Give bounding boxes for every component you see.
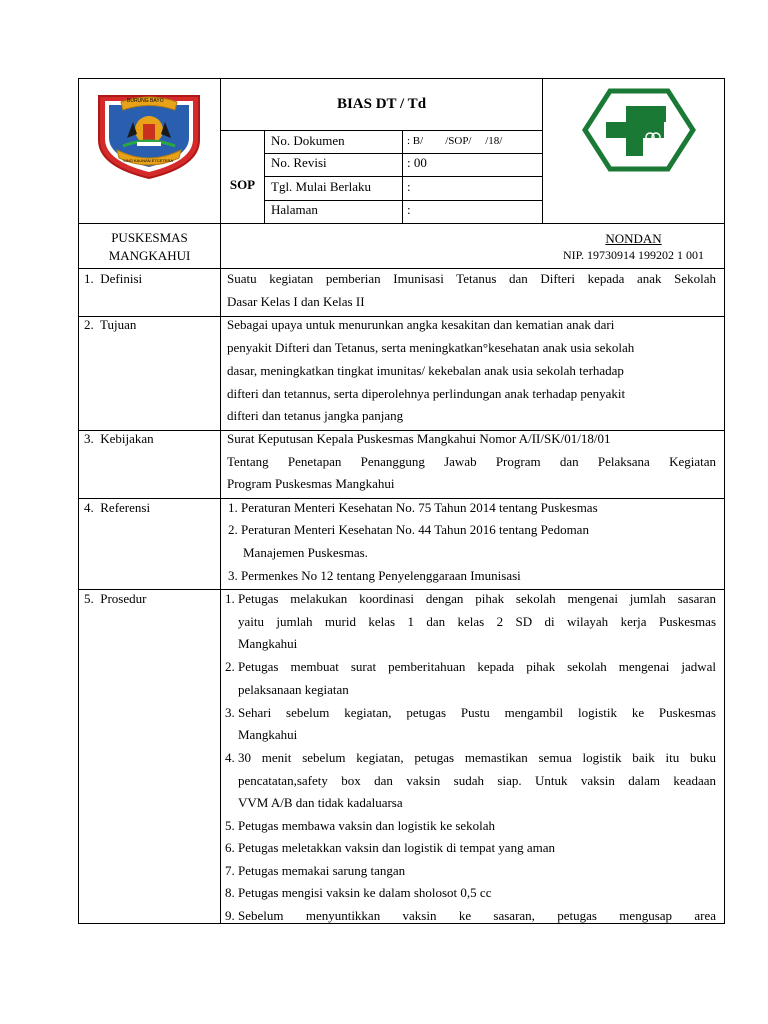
row-divider-field-2 bbox=[264, 176, 542, 177]
referensi-item: 1. Peraturan Menteri Kesehatan No. 75 Tahun 2014 tentang Puskesmas bbox=[228, 500, 598, 515]
head-name: NONDAN bbox=[605, 231, 662, 246]
col-divider-sop bbox=[264, 130, 265, 224]
kebijakan-line: Program Puskesmas Mangkahui bbox=[227, 476, 395, 491]
page-title: BIAS DT / Td bbox=[336, 96, 427, 112]
prosedur-step-line: Mangkahui bbox=[238, 727, 298, 742]
tujuan-line: difteri dan tetannus, serta diperolehnya perlindungan anak terhadap penyakit bbox=[227, 386, 626, 401]
regional-emblem-logo bbox=[93, 88, 205, 180]
tujuan-line: dasar, meningkatkan tingkat imunitas/ kekebalan anak usia sekolah terhadap bbox=[227, 363, 624, 378]
org-name-line1: PUSKESMAS bbox=[111, 230, 188, 245]
row-divider-kebijakan-end bbox=[78, 498, 725, 499]
prosedur-step-line: Petugas mengisi vaksin ke dalam sholosot 0,5 cc bbox=[238, 885, 492, 900]
prosedur-step-line: Sehari sebelum kegiatan, petugas Pustu mengambil logistik ke Puskesmas bbox=[238, 705, 716, 720]
puskesmas-cross-icon bbox=[582, 88, 696, 172]
field-label-no-dokumen: No. Dokumen bbox=[271, 133, 345, 148]
prosedur-step-line: yaitu jumlah murid kelas 1 dan kelas 2 SD di wilayah kerja Puskesmas bbox=[238, 614, 716, 629]
section-label-referensi: 4. Referensi bbox=[84, 500, 151, 515]
row-divider-field-3 bbox=[264, 200, 542, 201]
definisi-line: Dasar Kelas I dan Kelas II bbox=[227, 294, 365, 309]
prosedur-step-number: 9. bbox=[225, 908, 235, 923]
tujuan-line: Sebagai upaya untuk menurunkan angka kesakitan dan kematian anak dari bbox=[227, 317, 615, 332]
tujuan-line: penyakit Difteri dan Tetanus, serta meningkatkan°kesehatan anak usia sekolah bbox=[227, 340, 635, 355]
prosedur-step-line: Petugas membawa vaksin dan logistik ke sekolah bbox=[238, 818, 496, 833]
kebijakan-line: Surat Keputusan Kepala Puskesmas Mangkahui Nomor A/II/SK/01/18/01 bbox=[227, 431, 611, 446]
prosedur-step-line: Sebelum menyuntikkan vaksin ke sasaran, petugas mengusap area bbox=[238, 908, 716, 923]
referensi-item: 2. Peraturan Menteri Kesehatan No. 44 Tahun 2016 tentang Pedoman bbox=[228, 522, 589, 537]
prosedur-step-number: 4. bbox=[225, 750, 235, 765]
field-label-halaman: Halaman bbox=[271, 202, 318, 217]
field-value-no-dokumen: : B/ /SOP/ /18/ bbox=[407, 135, 503, 147]
row-divider-header-end bbox=[78, 223, 725, 224]
col-divider-field-value bbox=[402, 130, 403, 224]
prosedur-step-number: 7. bbox=[225, 863, 235, 878]
col-divider-right-header bbox=[542, 78, 543, 224]
prosedur-step-line: Petugas memakai sarung tangan bbox=[238, 863, 406, 878]
prosedur-step-line: pencatatan,safety box dan vaksin sudah siap. Untuk vaksin dalam keadaan bbox=[238, 773, 716, 788]
prosedur-step-number: 3. bbox=[225, 705, 235, 720]
prosedur-step-line: pelaksanaan kegiatan bbox=[238, 682, 349, 697]
col-divider-left bbox=[220, 78, 221, 924]
prosedur-step-number: 6. bbox=[225, 840, 235, 855]
field-value-no-revisi: : 00 bbox=[407, 155, 427, 170]
section-label-kebijakan: 3. Kebijakan bbox=[84, 431, 154, 446]
prosedur-step-line: Petugas meletakkan vaksin dan logistik di tempat yang aman bbox=[238, 840, 555, 855]
prosedur-step-number: 2. bbox=[225, 659, 235, 674]
row-divider-signature-end bbox=[78, 268, 725, 269]
field-label-tgl-mulai: Tgl. Mulai Berlaku bbox=[271, 179, 372, 194]
prosedur-step-line: Petugas melakukan koordinasi dengan pihak sekolah mengenai jumlah sasaran bbox=[238, 591, 716, 606]
prosedur-step-number: 8. bbox=[225, 885, 235, 900]
field-value-halaman: : bbox=[407, 202, 411, 217]
org-name-line2: MANGKAHUI bbox=[108, 248, 191, 263]
field-value-tgl-mulai: : bbox=[407, 179, 411, 194]
prosedur-step-line: Mangkahui bbox=[238, 636, 298, 651]
kebijakan-line: Tentang Penetapan Penanggung Jawab Program dan Pelaksana Kegiatan bbox=[227, 454, 716, 469]
sop-label: SOP bbox=[229, 177, 256, 192]
tujuan-line: difteri dan tetanus jangka panjang bbox=[227, 408, 404, 423]
prosedur-step-line: Petugas membuat surat pemberitahuan kepada pihak sekolah mengenai jadwal bbox=[238, 659, 716, 674]
section-label-prosedur: 5. Prosedur bbox=[84, 591, 147, 606]
prosedur-step-line: VVM A/B dan tidak kadaluarsa bbox=[238, 795, 403, 810]
referensi-item: Manajemen Puskesmas. bbox=[243, 545, 368, 560]
row-divider-referensi-end bbox=[78, 589, 725, 590]
field-label-no-revisi: No. Revisi bbox=[271, 155, 327, 170]
definisi-line: Suatu kegiatan pemberian Imunisasi Tetanus dan Difteri kepada anak Sekolah bbox=[227, 271, 716, 286]
row-divider-title bbox=[220, 130, 542, 131]
referensi-item: 3. Permenkes No 12 tentang Penyelenggaraan Imunisasi bbox=[228, 568, 521, 583]
section-label-tujuan: 2. Tujuan bbox=[84, 317, 137, 332]
prosedur-step-number: 5. bbox=[225, 818, 235, 833]
emblem-banner-top-text: BURUNG BAYO bbox=[127, 98, 164, 104]
section-label-definisi: 1. Definisi bbox=[84, 271, 143, 286]
head-nip: NIP. 19730914 199202 1 001 bbox=[562, 248, 704, 262]
prosedur-step-number: 1. bbox=[225, 591, 235, 606]
puskesmas-logo bbox=[582, 88, 696, 172]
row-divider-field-1 bbox=[264, 153, 542, 154]
emblem-banner-bottom-text: SINO KAUNAN ETCETERA bbox=[123, 158, 174, 163]
prosedur-step-line: 30 menit sebelum kegiatan, petugas memastikan semua logistik baik itu buku bbox=[238, 750, 716, 765]
